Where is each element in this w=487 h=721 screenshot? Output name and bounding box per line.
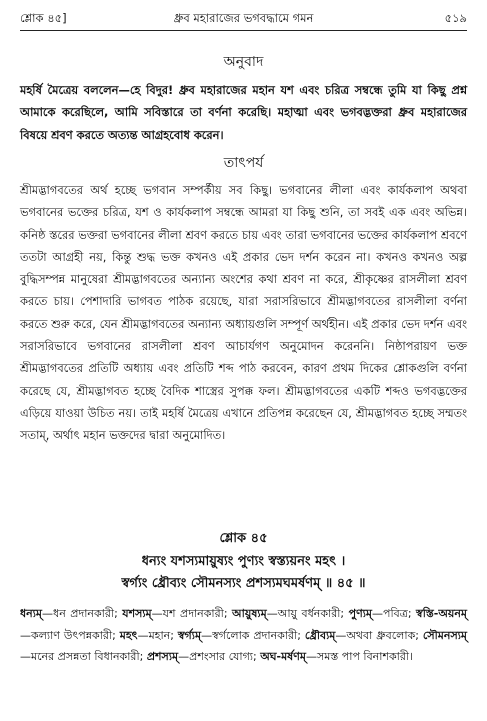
word-for-word-synonyms: [20, 603, 467, 668]
verse-line-2: স্বর্গ্যং ধ্রৌব্যং সৌমনস্যং প্রশস্যমঘমর্ষণম্ ॥ ৪৫ ॥: [121, 576, 366, 591]
verse-number-heading: শ্লোক ৪৫: [219, 531, 268, 546]
synonym-meaning: প্রশংসার যোগ্য: [189, 650, 253, 663]
synonym-word: স্বস্তি-অয়নম্: [416, 607, 468, 620]
synonym-word: ধন্যম্: [20, 607, 43, 620]
synonym-meaning: ধন প্রদানকারী: [53, 607, 115, 620]
translation-heading: অনুবাদ: [223, 54, 264, 70]
synonym-meaning: আয়ু বর্ধনকারী: [277, 607, 341, 620]
synonym-entry: ধন্যম্—ধন প্রদানকারী;: [20, 607, 123, 620]
synonym-entry: প্রশস্যম্—প্রশংসার যোগ্য;: [146, 650, 261, 663]
synonym-entry: সৌমনস্যম্—মনের প্রসন্নতা বিধানকারী;: [20, 628, 468, 663]
synonym-word: স্বর্গ্যম্: [177, 628, 202, 642]
purport-text: শ্রীমদ্ভাগবতের অর্থ হচ্ছে ভগবান সম্পর্কীয় সব কিছু। ভগবানের লীলা এবং কার্যকলাপ অথবা ভগবানের ভক্তের চরিত্র, যশ ও কার্যকলাপ সম্বন্ধে আমরা যা কিছু শুনি, তা সবই এক এবং অভিন্ন। কনিষ্ঠ স্তরের ভক্তরা ভগবানের লীলা শ্রবণ করতে চায় এবং তারা ভগবানের ভক্তের কার্যকলাপ শ্রবণে ততটা আগ্রহী নয়, কিন্তু শুদ্ধ ভক্ত কখনও এই প্রকার ভেদ দর্শন করেন না। কখনও কখনও অল্প বুদ্ধিসম্পন্ন মানুষেরা শ্রীমদ্ভাগবতের অন্যান্য অংশের কথা শ্রবণ না করে, শ্রীকৃষ্ণের রাসলীলা শ্রবণ করতে চায়। পেশাদারি ভাগবত পাঠক রয়েছে, যারা সরাসরিভাবে শ্রীমদ্ভাগবতের রাসলীলা বর্ণনা করতে শুরু করে, যেন শ্রীমদ্ভাগবতের অন্যান্য অধ্যায়গুলি সম্পূর্ণ অর্থহীন। এই প্রকার ভেদ দর্শন এবং সরাসরিভাবে ভগবানের রাসলীলা শ্রবণ আচার্যগণ অনুমোদন করেননি। নিষ্ঠাপরায়ণ ভক্ত শ্রীমদ্ভাগবতের প্রতিটি অধ্যায় এবং প্রতিটি শব্দ পাঠ করবেন, কারণ প্রথম দিকের শ্লোকগুলি বর্ণনা করেছে যে, শ্রীমদ্ভাগবত হচ্ছে বৈদিক শাস্ত্রের সুপক্ক ফল। শ্রীমদ্ভাগবতের একটি শব্দও ভগবদ্ভক্তের এড়িয়ে যাওয়া উচিত নয়। তাই মহর্ষি মৈত্রেয় এখানে প্রতিপন্ন করেছেন যে, শ্রীমদ্ভাগবত হচ্ছে সম্মতং সতাম্, অর্থাৎ মহান ভক্তদের দ্বারা অনুমোদিত।: [20, 183, 467, 443]
synonym-meaning: কল্যাণ উৎপন্নকারী: [31, 628, 113, 642]
synonym-word: আয়ুষ্যম্: [232, 607, 267, 620]
header-verse-ref: শ্লোক ৪৫]: [20, 11, 67, 25]
synonym-word: অঘ-মর্ষণম্: [260, 650, 307, 663]
synonym-meaning: মনের প্রসন্নতা বিধানকারী: [31, 650, 140, 663]
synonym-entry: স্বর্গ্যম্—স্বর্গলোক প্রদানকারী;: [177, 628, 305, 642]
translation-text: মহর্ষি মৈত্রেয় বললেন—হে বিদুর! ধ্রুব মহারাজের মহান যশ এবং চরিত্র সম্বন্ধে তুমি যা কিছু প্রশ্ন আমাকে করেছিলে, আমি সবিস্তারে তা বর্ণনা করেছি। মহাত্মা এবং ভগবদ্ভক্তরা ধ্রুব মহারাজের বিষয়ে শ্রবণ করতে অত্যন্ত আগ্রহবোধ করেন।: [20, 83, 467, 142]
synonym-entry: পুণ্যম্—পবিত্র;: [348, 607, 417, 620]
synonym-word: ধ্রৌব্যম্: [304, 628, 336, 642]
synonym-entry: যশস্যম্—যশ প্রদানকারী;: [122, 607, 233, 620]
header-chapter-title: ধ্রুব মহারাজের ভগবদ্ধামে গমন: [173, 11, 314, 25]
purport-heading: তাৎপর্য: [223, 155, 264, 171]
synonym-meaning: পবিত্র: [383, 607, 408, 620]
synonym-word: সৌমনস্যম্: [422, 628, 468, 642]
running-header: [20, 8, 467, 31]
synonym-word: প্রশস্যম্: [146, 650, 179, 663]
synonym-word: মহৎ: [119, 628, 138, 642]
synonym-entry: স্বস্তি-অয়নম্—কল্যাণ উৎপন্নকারী;: [20, 607, 468, 642]
synonym-meaning: স্বর্গলোক প্রদানকারী: [212, 628, 298, 642]
synonym-meaning: সমস্ত পাপ বিনাশকারী: [317, 650, 410, 663]
synonym-entry: আয়ুষ্যম্—আয়ু বর্ধনকারী;: [232, 607, 349, 620]
page-number: ৫১৯: [444, 11, 467, 25]
synonym-meaning: মহান: [148, 628, 171, 642]
synonym-entry: অঘ-মর্ষণম্—সমস্ত পাপ বিনাশকারী।: [260, 650, 413, 663]
synonym-entry: ধ্রৌব্যম্—অথবা ধ্রুবলোক;: [304, 628, 423, 642]
synonym-meaning: যশ প্রদানকারী: [162, 607, 224, 620]
synonym-entry: মহৎ—মহান;: [119, 628, 178, 642]
synonym-word: পুণ্যম্: [348, 607, 373, 620]
synonym-meaning: অথবা ধ্রুবলোক: [346, 628, 416, 642]
synonym-word: যশস্যম্: [122, 607, 152, 620]
verse-line-1: ধন্যং যশস্যমায়ুষ্যং পুণ্যং স্বস্ত্যয়নং মহৎ ।: [141, 554, 346, 569]
